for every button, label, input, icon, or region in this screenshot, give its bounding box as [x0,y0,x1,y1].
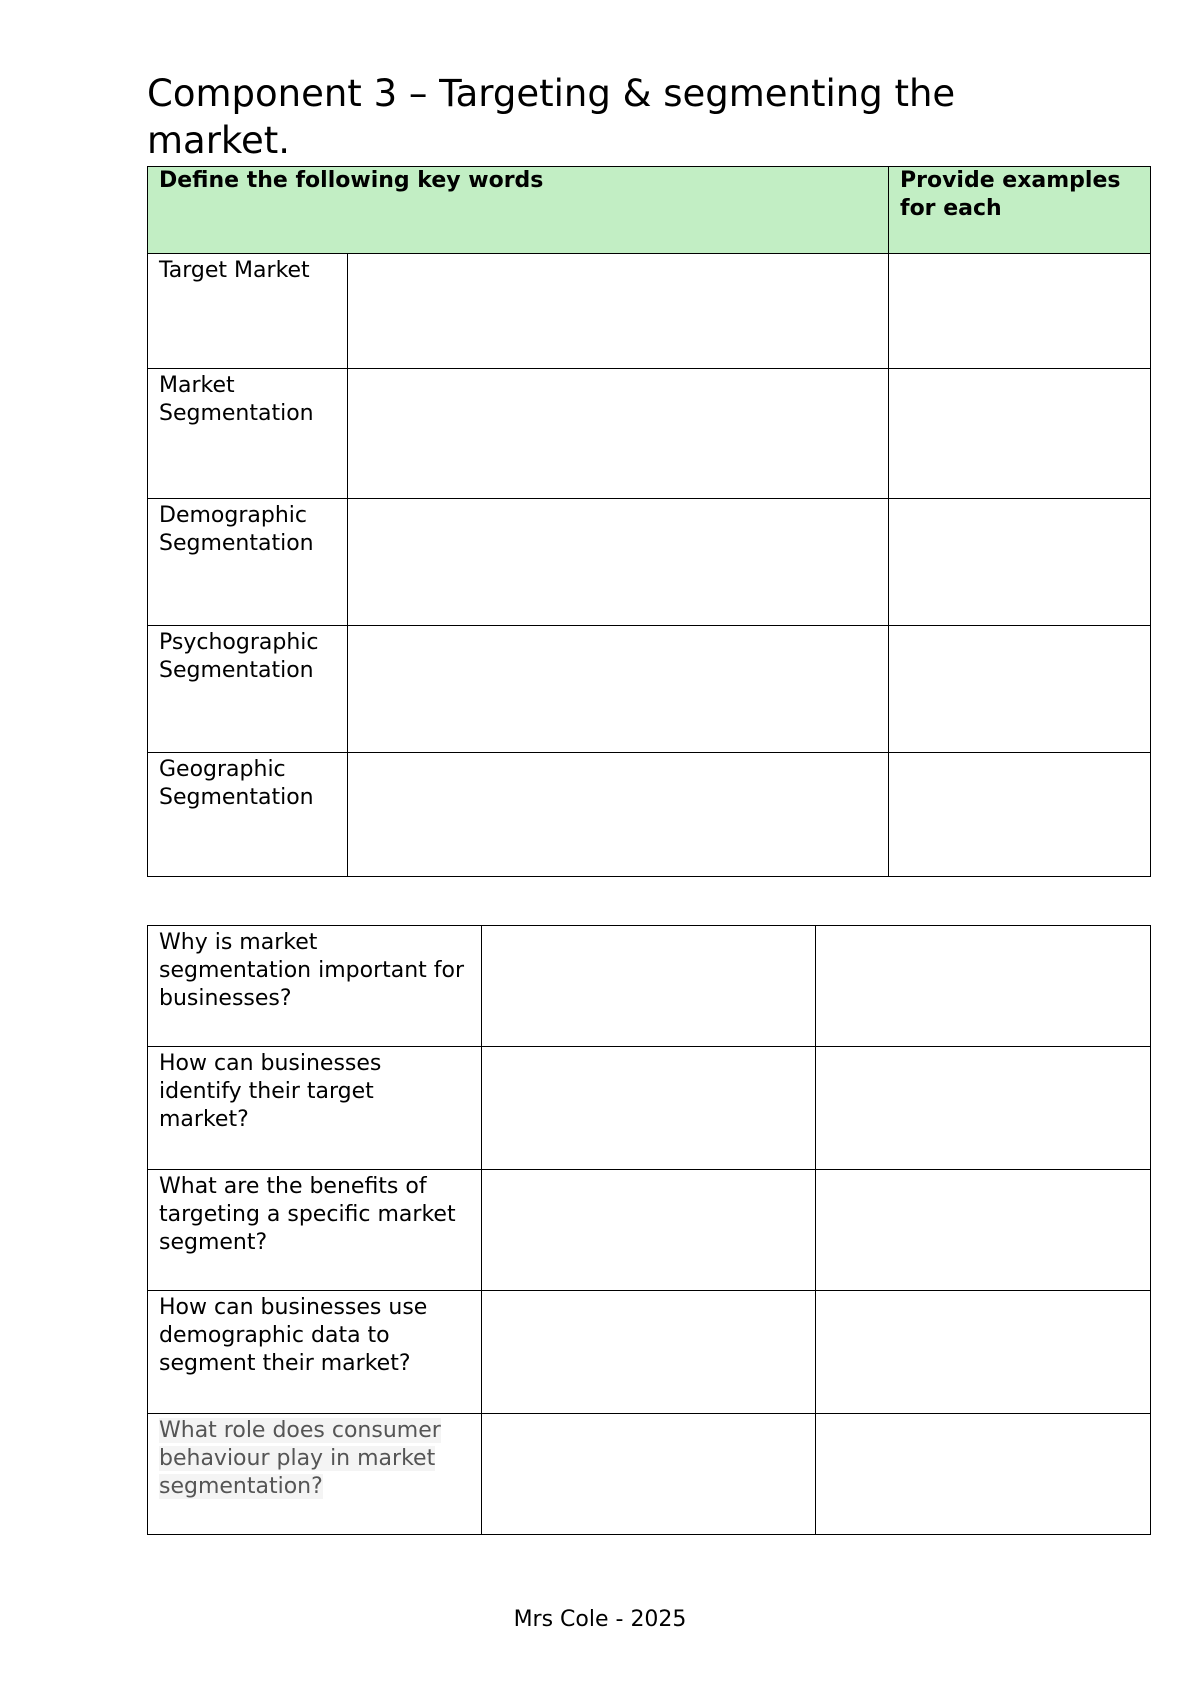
page-title: Component 3 – Targeting & segmenting the market. [147,72,956,162]
example-cell[interactable] [889,369,1151,499]
header-examples-cell: Provide examples for each [889,167,1151,254]
answer-cell[interactable] [816,926,1151,1047]
answer-cell[interactable] [816,1170,1151,1291]
term-cell: Psychographic Segmentation [148,626,348,753]
question-cell: How can businesses identify their target market? [148,1047,482,1170]
example-cell[interactable] [889,254,1151,369]
question-cell [148,1414,482,1535]
question-cell: Why is market segmentation important for businesses? [148,926,482,1047]
definition-cell[interactable] [348,254,889,369]
answer-cell[interactable] [482,926,816,1047]
question-cell: How can businesses use demographic data to segment their market? [148,1291,482,1414]
key-words-table [147,166,1151,877]
answer-cell[interactable] [482,1291,816,1414]
answer-cell[interactable] [816,1414,1151,1535]
example-cell[interactable] [889,499,1151,626]
term-cell: Market Segmentation [148,369,348,499]
term-cell: Target Market [148,254,348,369]
example-cell[interactable] [889,626,1151,753]
table-row [148,369,1151,499]
table-row [148,1047,1151,1170]
answer-cell[interactable] [482,1414,816,1535]
question-text: What role does consumer behaviour play in market segmentation? [159,1418,441,1499]
key-words-header-row [148,167,1151,254]
table-row [148,626,1151,753]
table-row [148,1414,1151,1535]
question-cell: What are the benefits of targeting a specific market segment? [148,1170,482,1291]
header-define-cell: Define the following key words [148,167,889,254]
term-cell: Geographic Segmentation [148,753,348,877]
table-row [148,499,1151,626]
footer-author: Mrs Cole - 2025 [513,1607,687,1632]
definition-cell[interactable] [348,626,889,753]
answer-cell[interactable] [816,1047,1151,1170]
definition-cell[interactable] [348,369,889,499]
answer-cell[interactable] [816,1291,1151,1414]
definition-cell[interactable] [348,499,889,626]
table-row [148,1170,1151,1291]
table-row [148,1291,1151,1414]
table-row [148,753,1151,877]
definition-cell[interactable] [348,753,889,877]
table-row [148,254,1151,369]
answer-cell[interactable] [482,1170,816,1291]
term-cell: Demographic Segmentation [148,499,348,626]
table-row [148,926,1151,1047]
questions-table [147,925,1151,1535]
example-cell[interactable] [889,753,1151,877]
answer-cell[interactable] [482,1047,816,1170]
